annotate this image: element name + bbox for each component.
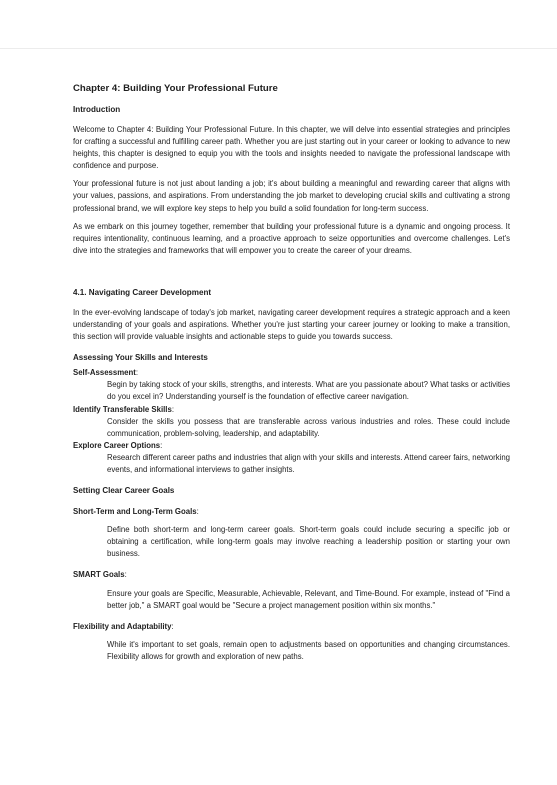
short-long-goals-text: Define both short-term and long-term career goals. Short-term goals could include securing a specific job or obtaining a certification, while long-term goals may involve reaching a leadership position or starting your own business. <box>107 525 510 559</box>
smart-goals-label: SMART Goals: <box>73 570 127 580</box>
career-options-label: Explore Career Options: <box>73 440 163 450</box>
smart-goals-text: Ensure your goals are Specific, Measurable, Achievable, Relevant, and Time-Bound. For example, instead of "Find a better job," a SMART goal would be "Secure a project management position within six months." <box>107 588 510 610</box>
transferable-skills-text: Consider the skills you possess that are transferable across various industries and roles. These could include communication, problem-solving, leadership, and adaptability. <box>107 416 510 438</box>
career-options-label-text: Explore Career Options <box>73 440 161 450</box>
goals-heading: Setting Clear Career Goals <box>73 486 175 496</box>
assessing-heading: Assessing Your Skills and Interests <box>73 353 208 363</box>
flexibility-label-text: Flexibility and Adaptability <box>73 621 172 631</box>
career-options-text: Research different career paths and industries that align with your skills and interests. Attend career fairs, networking events, and informational interviews to gather insights. <box>107 452 510 474</box>
self-assessment-text: Begin by taking stock of your skills, strengths, and interests. What are you passionate about? What tasks or activities do you excel in? Understanding yourself is the foundation of effective career navigation. <box>107 380 510 402</box>
header-divider <box>0 48 557 49</box>
transferable-skills-label-text: Identify Transferable Skills <box>73 404 172 414</box>
intro-heading: Introduction <box>73 105 121 114</box>
short-long-goals-label-text: Short-Term and Long-Term Goals <box>73 507 197 517</box>
self-assessment-label: Self-Assessment: <box>73 368 139 378</box>
transferable-skills-label: Identify Transferable Skills: <box>73 404 174 414</box>
intro-paragraph-1: Welcome to Chapter 4: Building Your Professional Future. In this chapter, we will delve into essential strategies and principles for crafting a successful and fulfilling career path. Whether you are just starting out in your career or looking to advance to new heights, this chapter is designed to equip you with the tools and insights needed to navigate the professional landscape with confidence and purpose. <box>73 125 510 171</box>
document-page <box>73 82 510 663</box>
smart-goals-label-text: SMART Goals <box>73 570 125 580</box>
short-long-goals-label: Short-Term and Long-Term Goals: <box>73 507 199 517</box>
flexibility-label: Flexibility and Adaptability: <box>73 621 174 631</box>
section-title: 4.1. Navigating Career Development <box>73 287 212 297</box>
self-assessment-label-text: Self-Assessment <box>73 368 136 378</box>
intro-paragraph-3: As we embark on this journey together, remember that building your professional future is a dynamic and ongoing process. It requires intentionality, continuous learning, and a proactive approach to seize opportunities and overcome challenges. Let's dive into the strategies and frameworks that will empower you to create the career of your dreams. <box>73 221 510 255</box>
flexibility-text: While it's important to set goals, remain open to adjustments based on opportunities and changing circumstances. Flexibility allows for growth and exploration of new paths. <box>107 639 510 661</box>
chapter-title: Chapter 4: Building Your Professional Future <box>73 83 278 94</box>
section-paragraph: In the ever-evolving landscape of today's job market, navigating career development requires a strategic approach and a keen understanding of your goals and aspirations. Whether you're just starting your career journey or looking to make a transition, this section will provide valuable insights and actionable steps to guide you towards success. <box>73 307 510 342</box>
intro-paragraph-2: Your professional future is not just about landing a job; it's about building a meaningful and rewarding career that aligns with your values, passions, and aspirations. From understanding the job market to developing crucial skills and cultivating a strong professional brand, we will explore key steps to help you build a solid foundation for long-term success. <box>73 179 510 213</box>
